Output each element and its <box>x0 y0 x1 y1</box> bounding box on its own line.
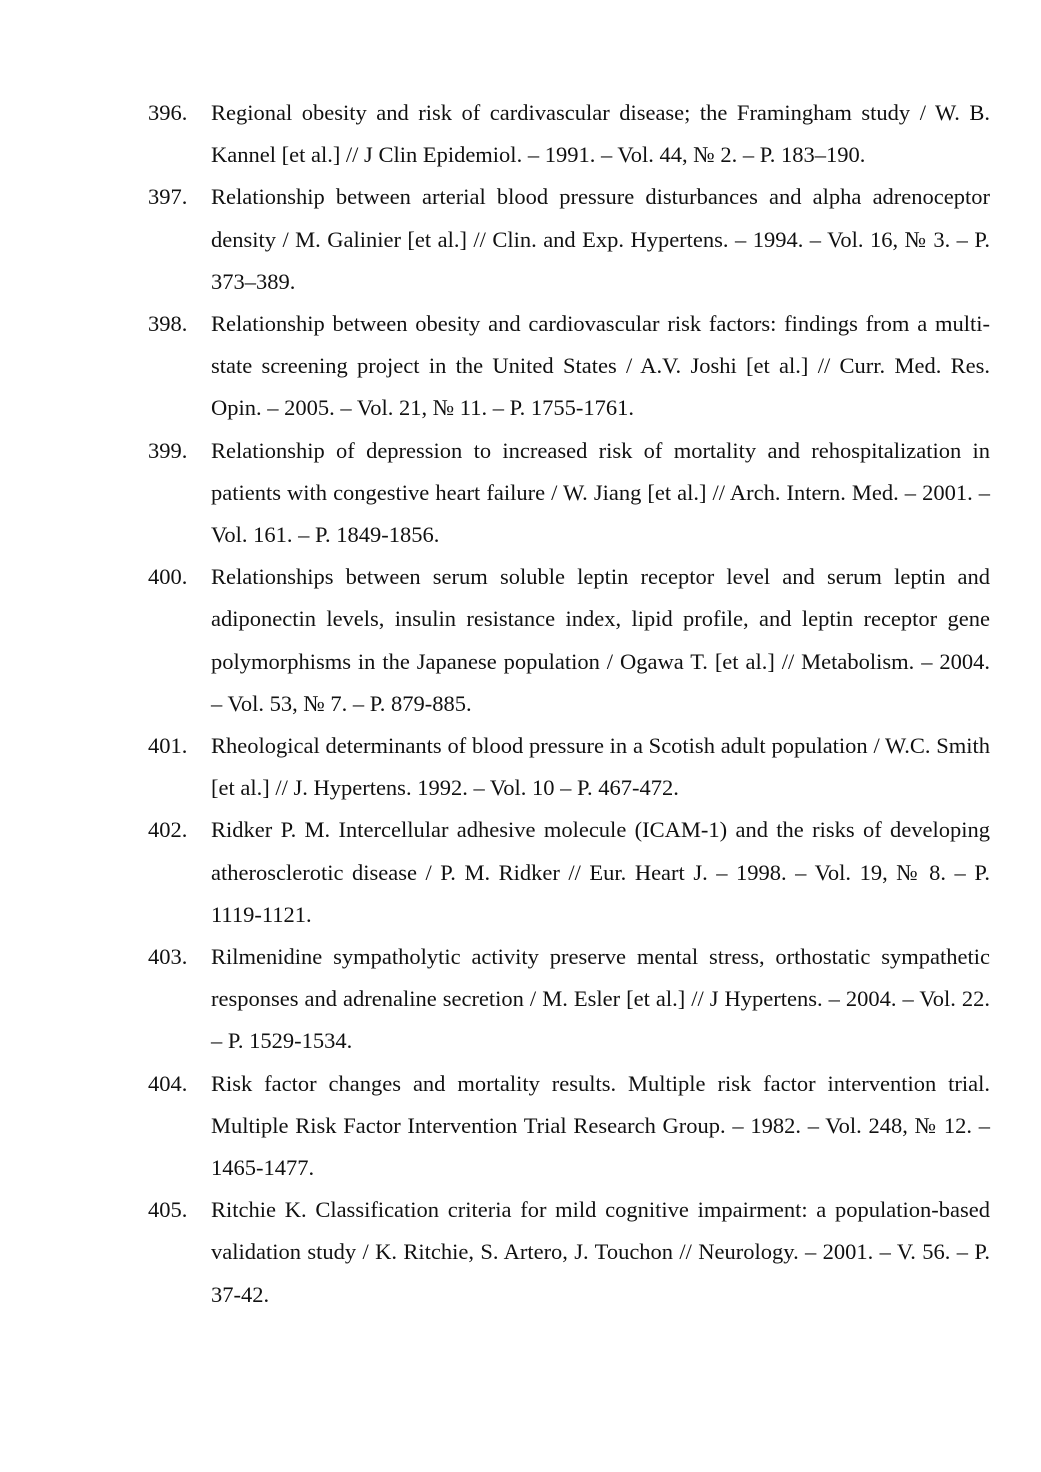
reference-item-399 <box>148 430 990 557</box>
reference-number: 397. <box>148 184 188 210</box>
reference-text: Risk factor changes and mortality results. Multiple risk factor intervention trial. Multiple Risk Factor Intervention Trial Research Group. – 1982. – Vol. 248, № 12. – 1465-1477. <box>211 1070 990 1181</box>
reference-item-397 <box>148 176 990 303</box>
reference-text: Ritchie K. Classification criteria for mild cognitive impairment: a population-based validation study / K. Ritchie, S. Artero, J. Touchon // Neurology. – 2001. – V. 56. – P. 37-42. <box>211 1197 990 1307</box>
reference-number: 400. <box>148 564 188 590</box>
reference-text: Rheological determinants of blood pressure in a Scotish adult population / W.C. Smith [et al.] // J. Hypertens. 1992. – Vol. 10 – P. 467-472. <box>211 733 990 801</box>
reference-list <box>148 92 990 1316</box>
reference-text: Relationship between obesity and cardiovascular risk factors: findings from a multi-state screening project in the United States / A.V. Joshi [et al.] // Curr. Med. Res. Opin. – 2005. – Vol. 21, № 11. – P. 1755-1761. <box>211 311 990 421</box>
reference-text: Relationship of depression to increased risk of mortality and rehospitalization in patients with congestive heart failure / W. Jiang [et al.] // Arch. Intern. Med. – 2001. – Vol. 161. – P. 1849-1856. <box>211 437 990 548</box>
reference-number: 396. <box>148 100 188 125</box>
reference-item-402 <box>148 809 990 936</box>
reference-number: 405. <box>148 1197 188 1223</box>
reference-number: 398. <box>148 311 188 337</box>
reference-item-405 <box>148 1189 990 1316</box>
reference-number: 403. <box>148 944 188 970</box>
reference-text: Relationships between serum soluble leptin receptor level and serum leptin and adiponectin levels, insulin resistance index, lipid profile, and leptin receptor gene polymorphisms in the Japanese population / Ogawa T. [et al.] // Metabolism. – 2004. – Vol. 53, № 7. – P. 879-885. <box>211 564 990 716</box>
reference-item-398 <box>148 303 990 430</box>
reference-number: 402. <box>148 817 188 843</box>
reference-item-401 <box>148 725 990 809</box>
reference-item-403 <box>148 936 990 1063</box>
reference-text: Relationship between arterial blood pressure disturbances and alpha adrenoceptor density / M. Galinier [et al.] // Clin. and Exp. Hypertens. – 1994. – Vol. 16, № 3. – P. 373–389. <box>211 184 990 294</box>
reference-item-396 <box>148 92 990 176</box>
reference-item-400 <box>148 556 990 725</box>
reference-number: 399. <box>148 437 188 463</box>
reference-number: 404. <box>148 1070 188 1096</box>
reference-text: Ridker P. M. Intercellular adhesive molecule (ICAM-1) and the risks of developing atherosclerotic disease / P. M. Ridker // Eur. Heart J. – 1998. – Vol. 19, № 8. – P. 1119-1121. <box>211 817 990 927</box>
reference-number: 401. <box>148 733 188 759</box>
reference-text: Regional obesity and risk of cardivascular disease; the Framingham study / W. B. Kannel [et al.] // J Clin Epidemiol. – 1991. – Vol. 44, № 2. – P. 183–190. <box>211 100 990 168</box>
reference-text: Rilmenidine sympatholytic activity preserve mental stress, orthostatic sympathetic responses and adrenaline secretion / M. Esler [et al.] // J Hypertens. – 2004. – Vol. 22. – P. 1529-1534. <box>211 944 990 1054</box>
reference-item-404 <box>148 1063 990 1190</box>
